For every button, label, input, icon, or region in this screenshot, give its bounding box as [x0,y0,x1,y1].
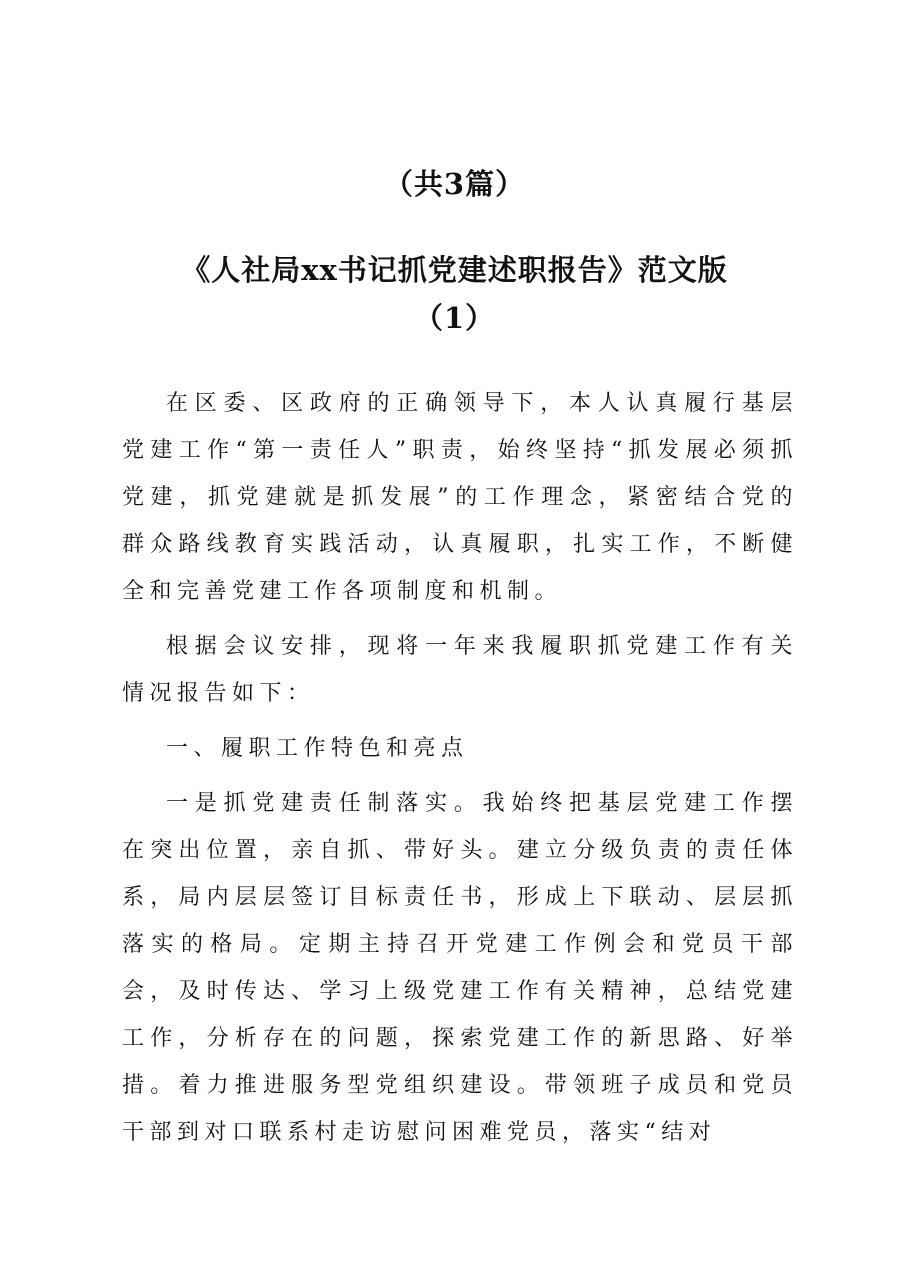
paragraph-responsibility-system: 一是抓党建责任制落实。我始终把基层党建工作摆在突出位置，亲自抓、带好头。建立分级负责的责任体系，局内层层签订目标责任书，形成上下联动、层层抓落实的格局。定期主持召开党建工作例会和党员干部会，及时传达、学习上级党建工作有关精神，总结党建工作，分析存在的问题，探索党建工作的新思路、好举措。着力推进服务型党组织建设。带领班子成员和党员干部到对口联系村走访慰问困难党员，落实“结对 [122,791,798,1145]
document-title [100,246,809,342]
paragraph-intro: 在区委、区政府的正确领导下，本人认真履行基层党建工作“第一责任人”职责，始终坚持“抓发展必须抓党建，抓党建就是抓发展”的工作理念，紧密结合党的群众路线教育实践活动，认真履职，扎实工作，不断健全和完善党建工作各项制度和机制。 [122,391,798,604]
document-title-line-1: 《人社局xx书记抓党建述职报告》范文版 [181,253,728,287]
paragraph-report-arrangement: 根据会议安排，现将一年来我履职抓党建工作有关情况报告如下： [122,634,798,706]
section-heading-highlights: 一、履职工作特色和亮点 [166,736,469,761]
document-title-line-2: （1） [413,301,496,335]
volume-title: （共3篇） [383,167,526,201]
document-body [122,380,798,1164]
